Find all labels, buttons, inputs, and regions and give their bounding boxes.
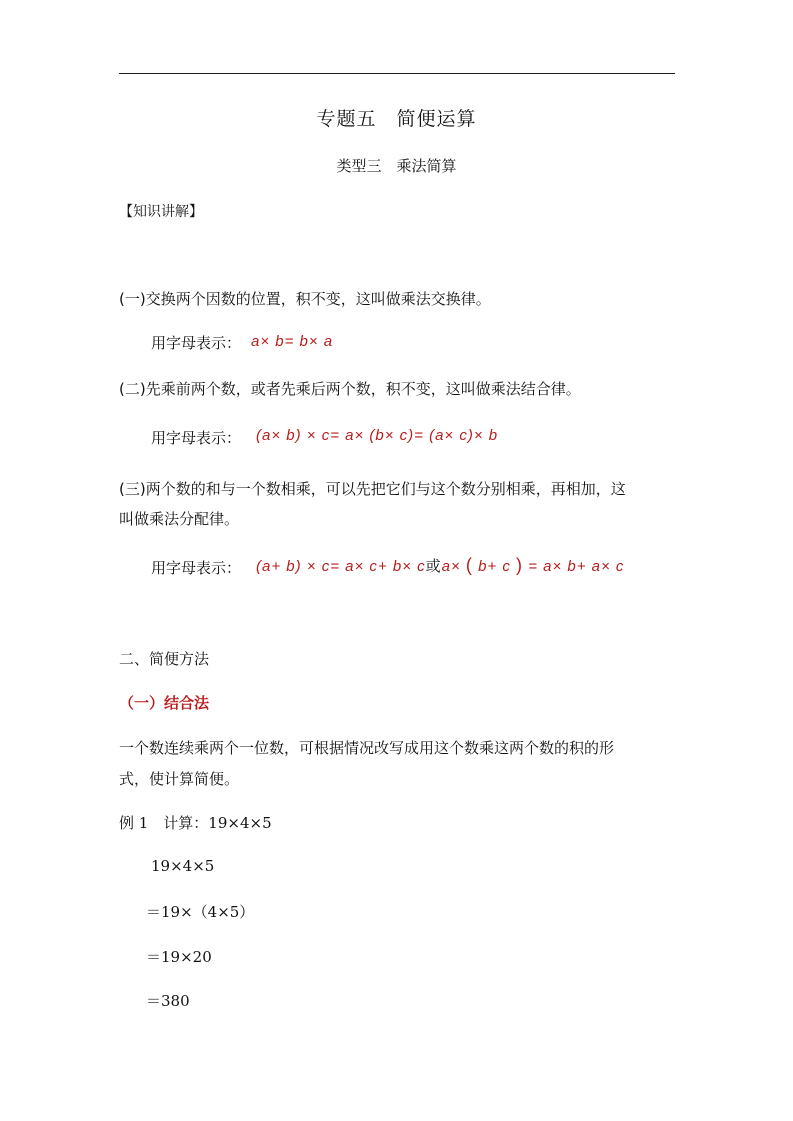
top-rule <box>119 73 675 74</box>
law-distributive-label: 用字母表示： <box>151 559 242 577</box>
methods-heading: 二、简便方法 <box>119 650 210 668</box>
law-distributive-formula <box>256 555 624 576</box>
law-associative-formula: (a× b) × c= a× (b× c)= (a× c)× b <box>256 427 499 444</box>
distributive-paren-open: ( <box>465 555 473 575</box>
law-distributive-text-line1: (三)两个数的和与一个数相乘，可以先把它们与这个数分别相乘，再相加，这 <box>119 480 626 498</box>
example-step: ＝19×（4×5） <box>146 903 255 921</box>
example-step: ＝380 <box>146 992 190 1010</box>
method-desc-line1: 一个数连续乘两个一位数，可根据情况改写成用这个数乘这两个数的积的形 <box>119 739 615 757</box>
distributive-formula-part4: = a× b+ a× c <box>528 558 625 575</box>
page-title: 专题五 简便运算 <box>316 108 477 130</box>
distributive-formula-part3: b+ c <box>478 558 511 575</box>
law-commutative-formula: a× b= b× a <box>251 333 334 350</box>
section-tag: 【知识讲解】 <box>119 204 203 220</box>
example-label: 例 1 计算：19×4×5 <box>119 814 272 832</box>
law-commutative-text: (一)交换两个因数的位置，积不变，这叫做乘法交换律。 <box>119 290 491 308</box>
distributive-formula-part1: (a+ b) × c= a× c+ b× c <box>256 558 426 575</box>
distributive-paren-close: ) <box>516 555 524 575</box>
law-distributive-text-line2: 叫做乘法分配律。 <box>119 510 240 528</box>
distributive-or-word: 或 <box>425 558 442 575</box>
example-step: ＝19×20 <box>146 948 212 966</box>
distributive-formula-part2: a× <box>441 558 461 575</box>
page-subtitle: 类型三 乘法简算 <box>336 157 457 175</box>
method-association-heading: （一）结合法 <box>119 694 210 712</box>
example-step: 19×4×5 <box>151 857 215 875</box>
law-commutative-label: 用字母表示： <box>151 334 242 352</box>
law-associative-text: (二)先乘前两个数，或者先乘后两个数，积不变，这叫做乘法结合律。 <box>119 380 581 398</box>
method-desc-line2: 式，使计算简便。 <box>119 770 240 788</box>
law-associative-label: 用字母表示： <box>151 429 242 447</box>
